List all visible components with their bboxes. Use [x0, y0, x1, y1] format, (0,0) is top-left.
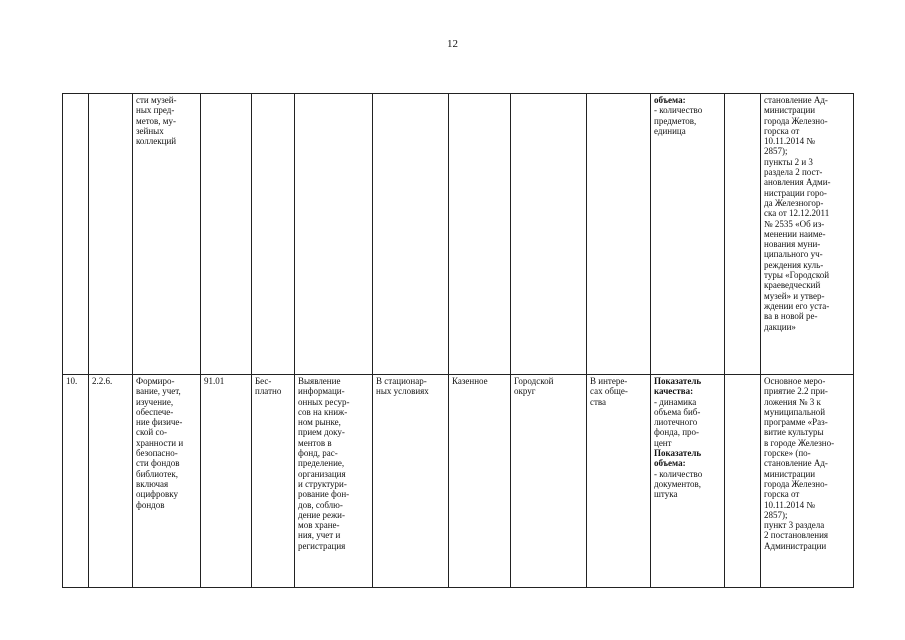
cell-consumers: [587, 94, 651, 375]
indicator-volume-text: - количество предметов, единица: [654, 105, 703, 136]
cell-payment: Бес- платно: [252, 375, 295, 588]
indicator-volume-title: Показатель объема:: [654, 448, 702, 469]
cell-indicators: [651, 375, 725, 588]
cell-service-name: Формиро- вание, учет, изучение, обеспече- ние физиче- ской со- хранности и безопасно- сти фондов библиотек, включая оцифровку фондов: [133, 375, 201, 588]
cell-content: Выявление информаци- онных ресур- сов на книж- ном рынке, прием доку- ментов в фонд, рас- пределение, организация и структури- рование фон- дов, соблю- дение режи- мов хране- ния, учет и регистрация: [295, 375, 373, 588]
cell-empty: [725, 375, 761, 588]
cell-indicators: [651, 94, 725, 375]
services-table: [62, 93, 854, 588]
cell-payment: [252, 94, 295, 375]
cell-conditions: [373, 94, 449, 375]
cell-consumers: В интере- сах обще- ства: [587, 375, 651, 588]
cell-number: [63, 94, 89, 375]
cell-code: 2.2.6.: [89, 375, 133, 588]
cell-legal-basis: становление Ад- министрации города Железно- горска от 10.11.2014 № 2857); пункты 2 и 3 раздела 2 пост- ановления Адми- нистрации горо- да Железногор- ска от 12.12.2011 № 2535 «Об из- менении наиме- нования муни- ципального уч- реждения куль- туры «Городской краеведческий музей» и утвер- ждении его уста- ва в новой ре- дакции»: [761, 94, 854, 375]
cell-institution-type: Казенное: [449, 375, 511, 588]
cell-service-name: сти музей- ных пред- метов, му- зейных коллекций: [133, 94, 201, 375]
page-number: 12: [447, 38, 458, 50]
cell-okved: [201, 94, 252, 375]
cell-territory: Городской округ: [511, 375, 587, 588]
cell-code: [89, 94, 133, 375]
cell-okved: 91.01: [201, 375, 252, 588]
table-row: [63, 94, 854, 375]
indicator-quality-text: - динамика объема биб- лиотечного фонда, про- цент: [654, 396, 701, 448]
indicator-volume-title: объема:: [654, 95, 686, 105]
cell-institution-type: [449, 94, 511, 375]
cell-number: 10.: [63, 375, 89, 588]
cell-conditions: В стационар- ных условиях: [373, 375, 449, 588]
indicator-volume-text: - количество документов, штука: [654, 468, 703, 500]
cell-content: [295, 94, 373, 375]
indicator-quality-title: Показатель качества:: [654, 376, 702, 397]
cell-territory: [511, 94, 587, 375]
cell-empty: [725, 94, 761, 375]
cell-legal-basis: Основное меро- приятие 2.2 при- ложения № 3 к муниципальной программе «Раз- витие культуры в городе Железно- горске» (по- становление Ад- министрации города Железно- горска от 10.11.2014 № 2857); пункт 3 раздела 2 постановления Администрации: [761, 375, 854, 588]
table-row: [63, 375, 854, 588]
